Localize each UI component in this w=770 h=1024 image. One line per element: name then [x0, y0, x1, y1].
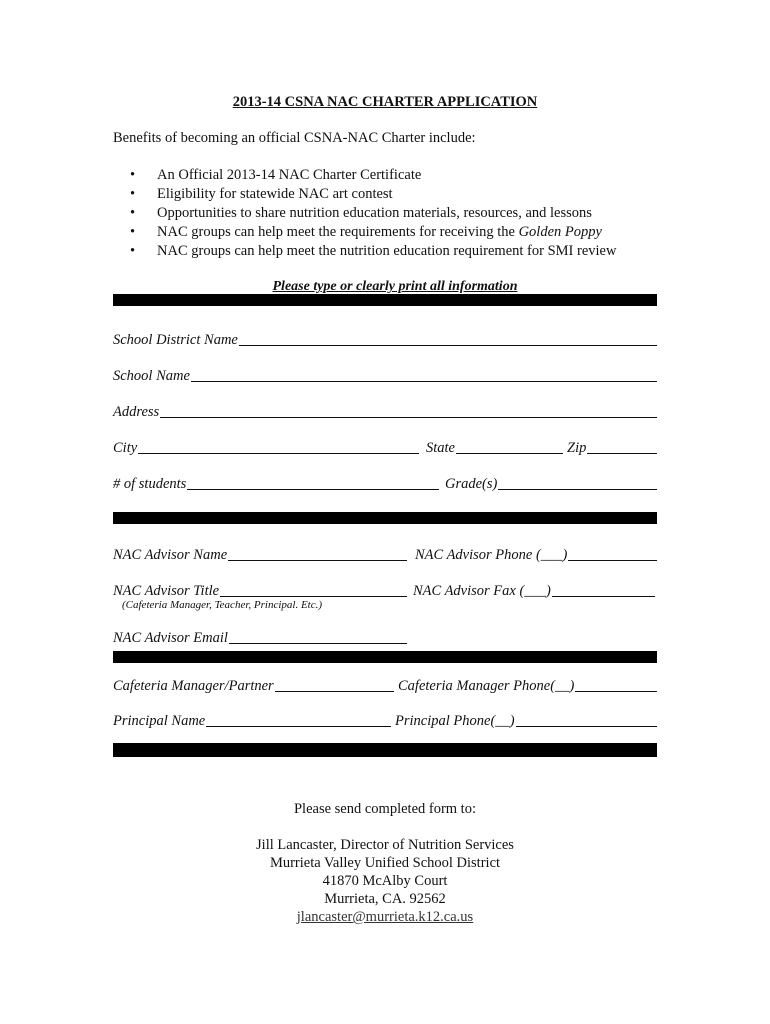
- instruction-text: Please type or clearly print all information: [272, 279, 518, 294]
- contact-name: Jill Lancaster, Director of Nutrition Services: [256, 837, 514, 853]
- advisor-title-fax-row: [113, 580, 657, 600]
- send-instruction: Please send completed form to:: [293, 801, 476, 817]
- grades-field[interactable]: Grade(s): [445, 476, 657, 493]
- students-field[interactable]: # of students: [113, 476, 439, 493]
- divider-bar: [113, 651, 657, 663]
- divider-bar: [113, 294, 657, 306]
- list-item: • An Official 2013-14 NAC Charter Certificate: [130, 166, 616, 185]
- contact-street: 41870 McAlby Court: [322, 873, 448, 889]
- students-grades-row: [113, 473, 657, 493]
- address-line[interactable]: [160, 417, 657, 418]
- contact-org: Murrieta Valley Unified School District: [269, 855, 501, 871]
- cafeteria-manager-line[interactable]: [275, 691, 394, 692]
- contact-city: Murrieta, CA. 92562: [324, 891, 446, 907]
- advisor-fax-field[interactable]: NAC Advisor Fax (___): [413, 583, 655, 600]
- divider-bar: [113, 512, 657, 524]
- cafeteria-phone-line[interactable]: [575, 691, 657, 692]
- zip-line[interactable]: [587, 453, 657, 454]
- list-item: • Opportunities to share nutrition education materials, resources, and lessons: [130, 204, 616, 223]
- advisor-title-line[interactable]: [220, 596, 407, 597]
- principal-phone-field[interactable]: Principal Phone(__): [395, 713, 657, 730]
- golden-poppy-text: Golden Poppy: [518, 224, 602, 240]
- principal-row: [113, 710, 657, 730]
- benefits-list: [130, 166, 616, 261]
- advisor-phone-line[interactable]: [568, 560, 657, 561]
- city-field[interactable]: City: [113, 440, 419, 457]
- contact-email-link[interactable]: jlancaster@murrieta.k12.ca.us: [296, 909, 474, 925]
- principal-name-field[interactable]: Principal Name: [113, 713, 391, 730]
- school-field[interactable]: School Name: [113, 365, 657, 385]
- advisor-title-field[interactable]: NAC Advisor Title: [113, 583, 407, 600]
- advisor-title-note: (Cafeteria Manager, Teacher, Principal. Etc.): [122, 599, 323, 611]
- divider-bar: [113, 743, 657, 757]
- cafeteria-phone-field[interactable]: Cafeteria Manager Phone(__): [398, 678, 657, 695]
- advisor-email-field[interactable]: NAC Advisor Email: [113, 627, 407, 647]
- advisor-name-field[interactable]: NAC Advisor Name: [113, 547, 407, 564]
- advisor-name-line[interactable]: [228, 560, 407, 561]
- principal-name-line[interactable]: [206, 726, 391, 727]
- cafeteria-row: [113, 675, 657, 695]
- principal-phone-line[interactable]: [516, 726, 657, 727]
- list-item: • Eligibility for statewide NAC art contest: [130, 185, 616, 204]
- grades-line[interactable]: [498, 489, 657, 490]
- city-line[interactable]: [138, 453, 419, 454]
- advisor-phone-field[interactable]: NAC Advisor Phone (___): [415, 547, 657, 564]
- students-line[interactable]: [187, 489, 439, 490]
- list-item: • NAC groups can help meet the requirements for receiving the Golden Poppy: [130, 223, 616, 242]
- state-line[interactable]: [456, 453, 563, 454]
- benefits-intro: Benefits of becoming an official CSNA-NAC Charter include:: [113, 130, 476, 146]
- cafeteria-manager-field[interactable]: Cafeteria Manager/Partner: [113, 678, 394, 695]
- page-title: 2013-14 CSNA NAC CHARTER APPLICATION: [232, 94, 538, 110]
- advisor-fax-line[interactable]: [552, 596, 655, 597]
- state-field[interactable]: State: [426, 440, 563, 457]
- school-line[interactable]: [191, 381, 657, 382]
- district-line[interactable]: [239, 345, 657, 346]
- district-field[interactable]: School District Name: [113, 329, 657, 349]
- list-item: • NAC groups can help meet the nutrition education requirement for SMI review: [130, 242, 616, 261]
- city-state-zip-row: [113, 437, 657, 457]
- mailing-address: [0, 836, 770, 926]
- advisor-name-phone-row: [113, 544, 657, 564]
- zip-field[interactable]: Zip: [567, 440, 657, 457]
- address-field[interactable]: Address: [113, 401, 657, 421]
- advisor-email-line[interactable]: [229, 643, 407, 644]
